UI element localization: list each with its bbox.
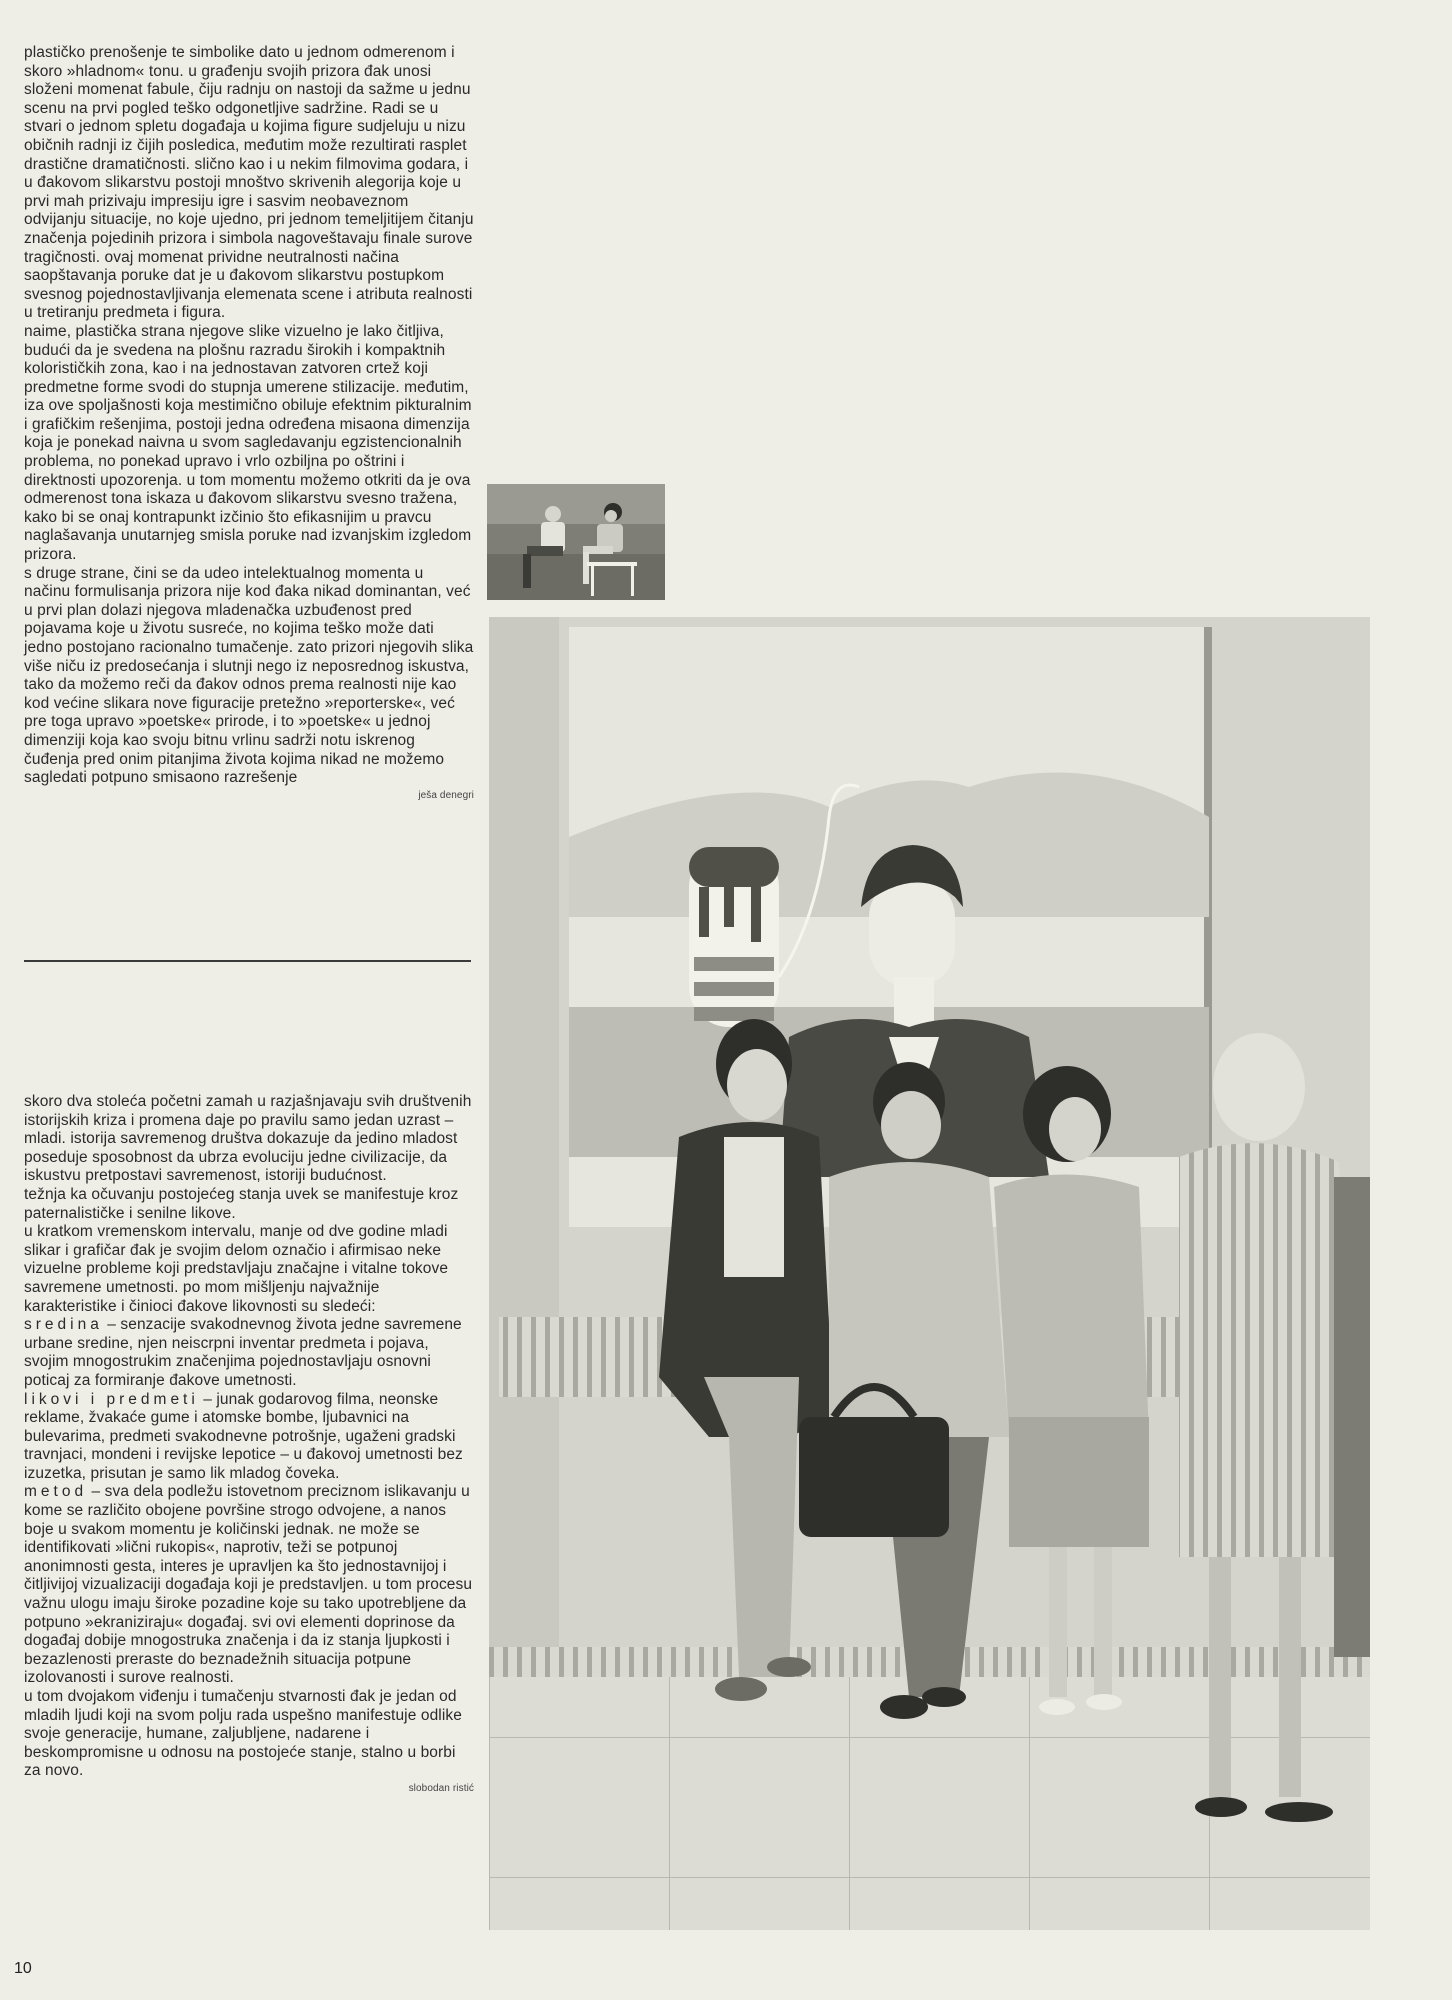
article1-author: ješa denegri [418,789,474,801]
article2-intro-2: težnja ka očuvanju postojećeg stanja uvek se manifestuje kroz paternalističke i senilne likove. [24,1185,459,1222]
article2-closing: u tom dvojakom viđenju i tumačenju stvarnosti đak je jedan od mladih ljudi koji na svom polju rada uspešno manifestuje odlike svoje generacije, humane, zaljubljene, nadarene i beskompromisne u odnosu na postojeće stanje, stalno u borbi za novo. [24,1688,462,1780]
section-term: metod [24,1483,88,1501]
article2-section-metod [24,1483,474,1688]
page-number: 10 [14,1960,32,1977]
article-divider [24,960,471,962]
section-text: – senzacije svakodnevnog života jedne savremene urbane sredine, njen neiscrpni inventar predmeta i pojava, svojim mnogostrukim značenjima pojednostavljaju osnovni poticaj za formiranje đakove umetnosti. [24,1316,462,1389]
section-text: – sva dela podležu istovetnom preciznom islikavanju u kome se različito obojene površine strogo odvojene, a nanos boje u svakom momentu je količinski jednak. ne može se identifikovati »lični rukopis«, naprotiv, teži se potpunoj anonimnosti gesta, interes je upravljen ka što jednostavnijoj i čitljivijoj vizualizaciji događaja koji je predstavljen. u tom procesu važnu ulogu imaju široke pozadine koje su tako upotrebljene da potpuno »ekraniziraju« događaj. svi ovi elementi doprinose da događaj dobije mnogostruka značenja i da iz stanja ljupkosti i bezazlenosti preraste do beznadežnih situacija potpune izolovanosti i surove realnosti. [24,1483,473,1687]
article-ristic [24,1093,474,1795]
large-photo-graphic [489,617,1370,1930]
article1-paragraph-2: naime, plastička strana njegove slike vizuelno je lako čitljiva, budući da je svedena na plošnu razradu širokih i kompaktnih kolorističkih zona, kao i na jednostavan zatvoren crtež koji predmetne forme svodi do stupnja umerene stilizacije. međutim, iza ove spoljašnosti koja mestimično obiluje efektnim pikturalnim i grafičkim rešenjima, postoji jedna određena misaona dimenzija koja je ponekad naivna u svom sagledavanju egzistencionalnih problema, no ponekad upravo i vrlo ozbiljna po oštrini i direktnosti upozorenja. u tom momentu možemo otkriti da je ova odmerenost tona iskaza u đakovom slikarstvu svesno tražena, kako bi se onaj kontrapunkt izčinio što efikasnijim u pravcu naglašavanja unutarnjeg smisla poruke nad izvanjskim izgledom prizora. [24,322,472,564]
article2-author: slobodan ristić [408,1782,474,1794]
article-denegri [24,44,474,802]
section-term: likovi i predmeti [24,1390,199,1408]
article2-section-likovi [24,1391,474,1484]
small-photo-seated-couple [487,484,665,600]
article2-section-sredina [24,1316,474,1390]
section-term: sredina [24,1316,103,1334]
large-photo-gallery-group [489,617,1370,1930]
article2-intro-1: skoro dva stoleća početni zamah u razjašnjavaju svih društvenih istorijskih kriza i promena daje po pravilu samo jedan uzrast – mladi. istorija savremenog društva dokazuje da jedino mladost poseduje sposobnost da ubrza evoluciju jedne civilizacije, da iskustvu pretpostavi savremenost, istoriji budućnost. [24,1093,472,1185]
section-text: – junak godarovog filma, neonske reklame, žvakaće gume i atomske bombe, ljubavnici na bulevarima, predmeti svakodnevne potrošnje, ugaženi gradski travnjaci, mondeni i revijske lepotice – u đakovoj umetnosti bez izuzetka, prisutan je samo lik mladog čoveka. [24,1390,463,1482]
article1-paragraph-1: plastičko prenošenje te simbolike dato u jednom odmerenom i skoro »hladnom« tonu. u građenju svojih prizora đak unosi složeni momenat fabule, čiju radnju on nastoji da sažme u jednu scenu na prvi pogled teško odgonetljive sadržine. Radi se u stvari o jednom spletu događaja u kojima figure sudjeluju u nizu običnih radnji iz čijih posledica, međutim može rezultirati rasplet drastične dramatičnosti. slično kao i u nekim filmovima godara, i u đakovom slikarstvu postoji mnoštvo skrivenih alegorija koje u prvi mah prizivaju impresiju igre i sasvim neobaveznom odvijanju situacije, no koje ujedno, pri jednom temeljitijem čitanju značenja pojedinih prizora i simbola nagoveštavaju finale surove tragičnosti. ovaj momenat prividne neutralnosti načina saopštavanja poruke dat je u đakovom slikarstvu postupkom svesnog pojednostavljivanja elemenata scene i atributa realnosti u tretiranju predmeta i figura. [24,44,474,322]
article2-intro-3: u kratkom vremenskom intervalu, manje od dve godine mladi slikar i grafičar đak je svojim delom označio i afirmisao neke vizuelne probleme koji predstavljaju značajne i vitalne tokove savremene umetnosti. po mom mišljenju najvažnije karakteristike i činioci đakove likovnosti su sledeći: [24,1223,449,1315]
small-photo-graphic [487,484,665,600]
article1-paragraph-3: s druge strane, čini se da udeo intelektualnog momenta u načinu formulisanja prizora nije kod đaka nikad dominantan, već u prvi plan dolazi njegova mladenačka uzbuđenost pred pojavama koje u životu susreće, no kojima teško može dati jedno postojano racionalno tumačenje. zato prizori njegovih slika više niču iz predosećanja i slutnji nego iz neposrednog iskustva, tako da možemo reči da đakov odnos prema realnosti nije kao kod većine slikara nove figuracije pretežno »reporterske«, već pre toga upravo »poetske« prirode, i to »poetske« u jednoj dimenziji koja kao svoju bitnu vrlinu sadrži notu iskrenog čuđenja pred onim pitanjima života kojima nikad ne možemo sagledati potpuno smisaono razrešenje [24,564,474,787]
